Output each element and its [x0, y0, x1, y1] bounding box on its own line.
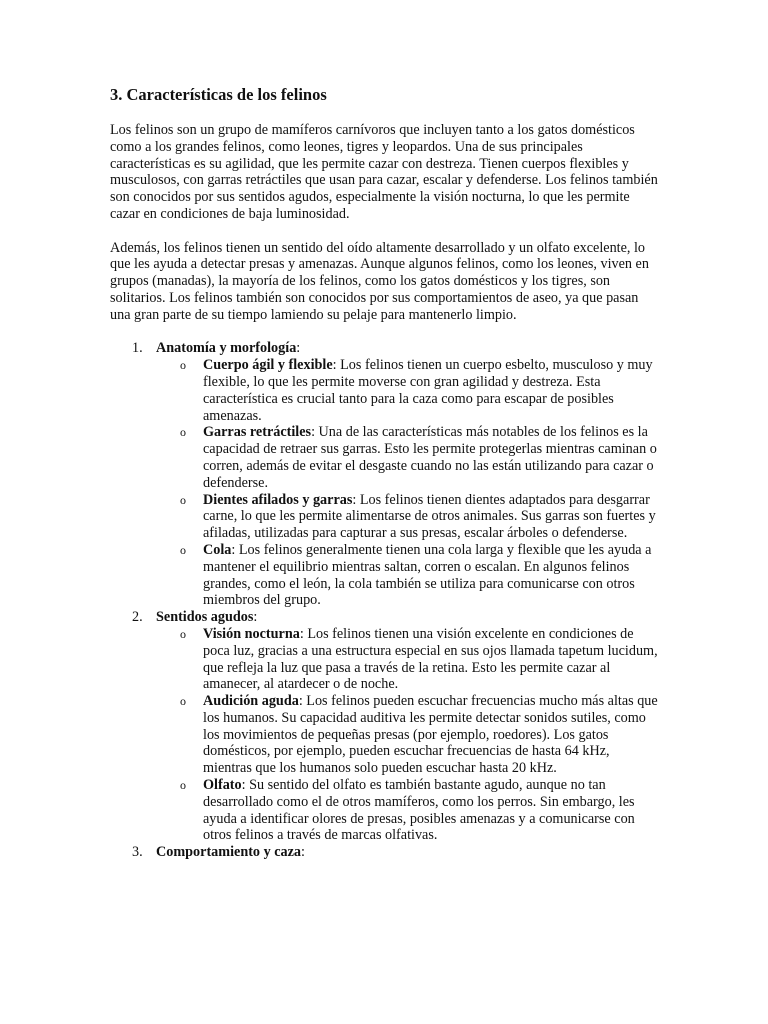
list-item-title: Comportamiento y caza: [156, 844, 305, 861]
bullet-icon: o [180, 358, 186, 373]
list-number: 3. [132, 844, 143, 861]
intro-paragraph-1: Los felinos son un grupo de mamíferos carnívoros que incluyen tanto a los gatos domésticos como a los grandes felinos, como leones, tigres y leopardos. Una de sus principales características es su agilidad, que les permite cazar con destreza. Tienen cuerpos flexibles y musculosos, con garras retráctiles que usan para cazar, escalar y defenderse. Los felinos también son conocidos por sus sentidos agudos, especialmente la visión nocturna, lo que les permite cazar en condiciones de baja luminosidad. [110, 122, 658, 222]
bullet-icon: o [180, 425, 186, 440]
bullet-icon: o [180, 626, 186, 641]
sub-item: o Visión nocturna: Los felinos tienen una visión excelente en condiciones de poca luz, gracias a una estructura especial en sus ojos llamada tapetum lucidum, que refleja la luz que pasa a través de la retina. Esto les permite cazar al amanecer, al atardecer o de noche. [180, 625, 658, 693]
bullet-icon: o [180, 778, 186, 793]
section-heading: 3. Características de los felinos [110, 85, 327, 104]
list-item-senses [110, 609, 660, 844]
sub-item: o Cola: Los felinos generalmente tienen una cola larga y flexible que les ayuda a mantener el equilibrio mientras saltan, corren o escalan. En algunos felinos grandes, como el león, la cola también se utiliza para comunicarse con otros miembros del grupo. [180, 541, 652, 609]
sub-item: o Audición aguda: Los felinos pueden escuchar frecuencias mucho más altas que los humanos. Su capacidad auditiva les permite detectar sonidos sutiles, como los movimientos de pequeñas presas (por ejemplo, roedores). Los gatos domésticos, por ejemplo, pueden escuchar frecuencias de hasta 64 kHz, mientras que los humanos solo pueden escuchar hasta 20 kHz. [180, 693, 658, 777]
list-item-title: Sentidos agudos: [156, 609, 258, 626]
sub-item: o Olfato: Su sentido del olfato es también bastante agudo, aunque no tan desarrollado como el de otros mamíferos, como los perros. Sin embargo, les ayuda a identificar olores de presas, posibles amenazas y a comunicarse con otros felinos a través de marcas olfativas. [180, 777, 635, 844]
sub-item: o Garras retráctiles: Una de las características más notables de los felinos es la capacidad de retraer sus garras. Esto les permite protegerlas mientras caminan o corren, además de evitar el desgaste cuando no las están utilizando para cazar o defenderse. [180, 424, 657, 491]
intro-paragraph-2: Además, los felinos tienen un sentido del oído altamente desarrollado y un olfato excelente, lo que les ayuda a detectar presas y amenazas. Aunque algunos felinos, como los leones, viven en grupos (manadas), la mayoría de los felinos, como los gatos domésticos y los tigres, son solitarios. Los felinos también son conocidos por sus comportamientos de aseo, ya que pasan una gran parte de su tiempo lamiendo su pelaje para mantenerlo limpio. [110, 239, 649, 323]
characteristics-list [110, 340, 660, 861]
bullet-icon: o [180, 542, 186, 557]
list-item-title: Anatomía y morfología: [156, 340, 301, 357]
list-item-behavior [110, 844, 660, 861]
sub-list [156, 626, 660, 844]
sub-item: o Cuerpo ágil y flexible: Los felinos tienen un cuerpo esbelto, musculoso y muy flexible, lo que les permite moverse con gran agilidad y destreza. Esta característica es crucial tanto para la caza como para escapar de posibles amenazas. [180, 357, 653, 424]
list-number: 2. [132, 609, 143, 626]
sub-list [156, 357, 660, 609]
bullet-icon: o [180, 492, 186, 507]
document-page [110, 84, 660, 861]
list-number: 1. [132, 340, 143, 357]
sub-item: o Dientes afilados y garras: Los felinos tienen dientes adaptados para desgarrar carne, lo que les permite alimentarse de otros animales. Sus garras son fuertes y afiladas, utilizadas para capturar a sus presas, escalar árboles o defenderse. [180, 491, 656, 542]
bullet-icon: o [180, 694, 186, 709]
list-item-anatomy [110, 340, 660, 609]
